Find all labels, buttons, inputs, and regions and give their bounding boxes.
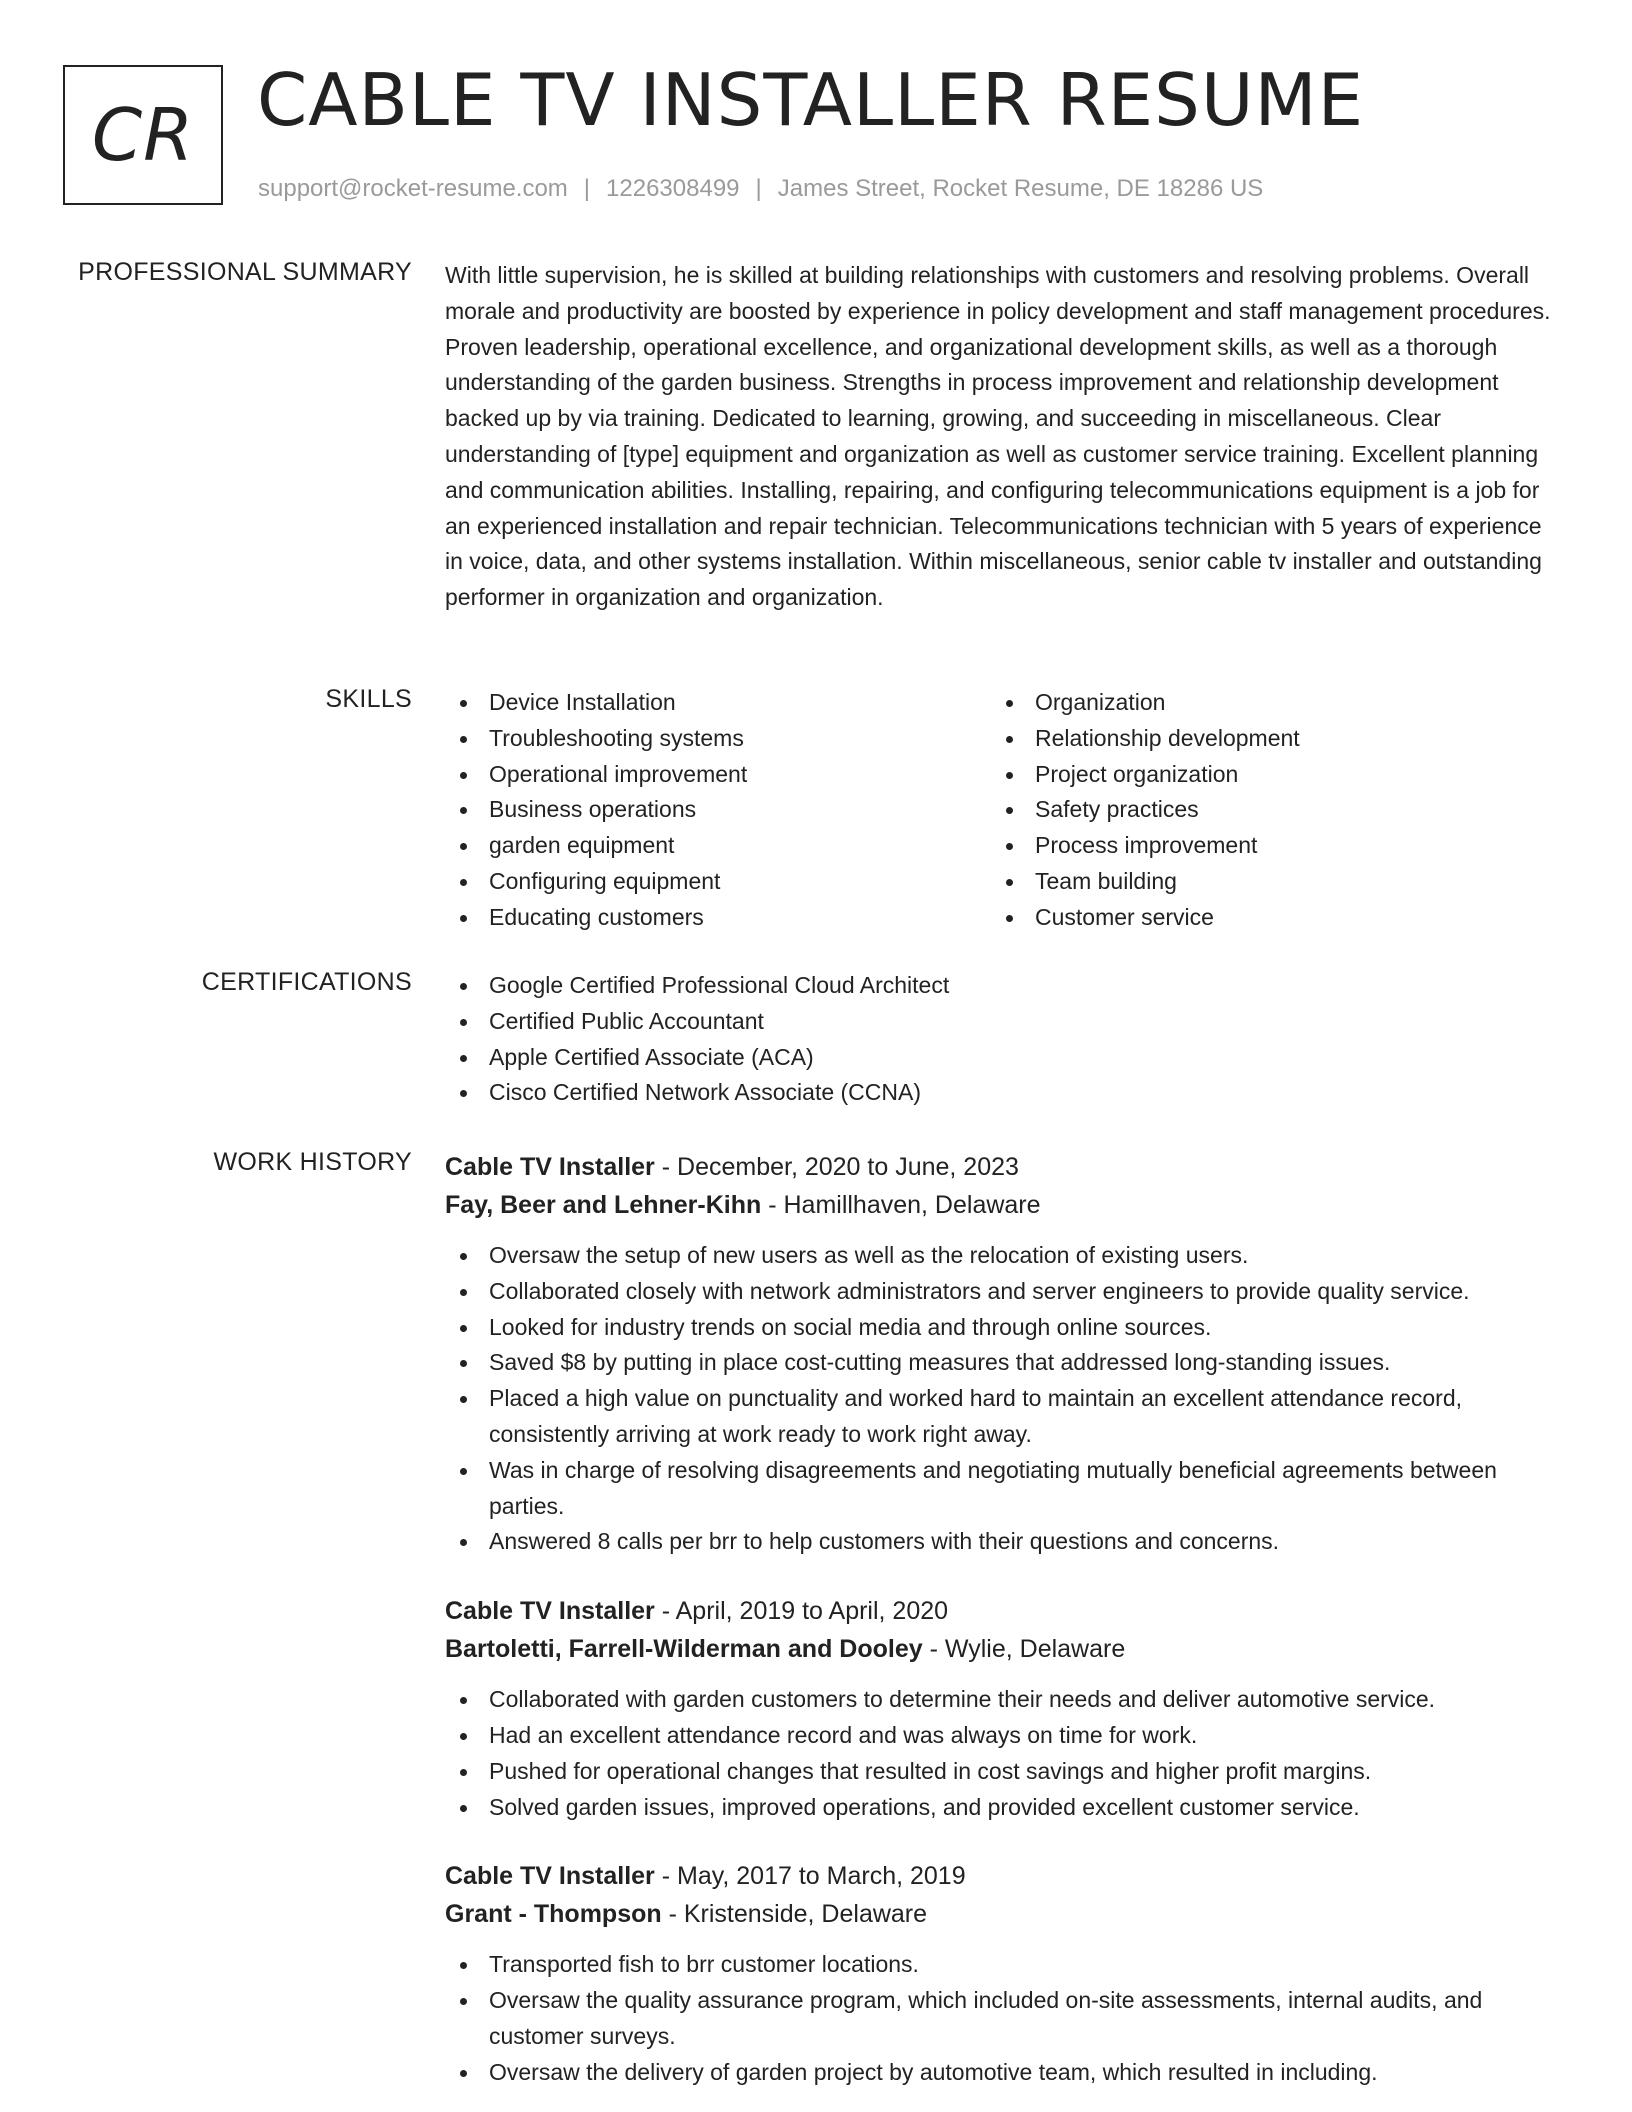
job-bullets — [445, 1682, 1560, 1825]
job-company: Fay, Beer and Lehner-Kihn — [445, 1191, 762, 1219]
job-bullet: Oversaw the setup of new users as well as the relocation of existing users. — [445, 1238, 1560, 1274]
job-entry — [445, 1592, 1560, 1825]
job-location: - Hamillhaven, Delaware — [761, 1191, 1041, 1219]
section-label-summary: PROFESSIONAL SUMMARY — [78, 258, 412, 286]
job-title: Cable TV Installer — [445, 1153, 655, 1181]
skill-item: garden equipment — [445, 828, 991, 864]
certification-item: Certified Public Accountant — [445, 1004, 1560, 1040]
skill-item: Business operations — [445, 792, 991, 828]
skill-item: Troubleshooting systems — [445, 721, 991, 757]
job-dates: - April, 2019 to April, 2020 — [654, 1597, 949, 1626]
skills-body — [445, 685, 1560, 936]
section-label-skills: SKILLS — [325, 685, 412, 713]
job-bullet: Solved garden issues, improved operations, and provided excellent customer service. — [445, 1790, 1560, 1826]
skill-item: Device Installation — [445, 685, 991, 721]
skill-item: Team building — [991, 864, 1537, 900]
job-location: - Kristenside, Delaware — [661, 1900, 928, 1929]
job-bullets — [445, 1947, 1560, 2090]
job-entry — [445, 1148, 1560, 1560]
job-bullet: Collaborated with garden customers to determine their needs and deliver automotive service. — [445, 1682, 1560, 1718]
job-company-line — [445, 1895, 1560, 1933]
job-bullet: Transported fish to brr customer locations. — [445, 1947, 1560, 1983]
certification-item: Cisco Certified Network Associate (CCNA) — [445, 1075, 1560, 1111]
job-bullet: Placed a high value on punctuality and worked hard to maintain an excellent attendance record, consistently arriving at work ready to work right away. — [445, 1381, 1560, 1453]
contact-address: James Street, Rocket Resume, DE 18286 US — [777, 175, 1264, 202]
skill-item: Educating customers — [445, 900, 991, 936]
summary-body — [445, 258, 1560, 616]
skill-item: Relationship development — [991, 721, 1537, 757]
certification-item: Google Certified Professional Cloud Architect — [445, 968, 1560, 1004]
job-bullets — [445, 1238, 1560, 1560]
section-label-work-history: WORK HISTORY — [213, 1148, 412, 1176]
section-label-certifications: CERTIFICATIONS — [201, 968, 412, 996]
job-company: Grant - Thompson — [445, 1900, 662, 1929]
job-bullet: Pushed for operational changes that resulted in cost savings and higher profit margins. — [445, 1754, 1560, 1790]
resume-title: CABLE TV INSTALLER RESUME — [257, 58, 1365, 142]
job-title: Cable TV Installer — [445, 1597, 655, 1626]
job-dates: - May, 2017 to March, 2019 — [654, 1862, 966, 1891]
monogram-box — [63, 65, 223, 205]
job-bullet: Oversaw the delivery of garden project by automotive team, which resulted in including. — [445, 2055, 1560, 2091]
job-title-line — [445, 1148, 1560, 1186]
job-bullet: Looked for industry trends on social media and through online sources. — [445, 1310, 1560, 1346]
skill-item: Organization — [991, 685, 1537, 721]
job-bullet: Was in charge of resolving disagreements and negotiating mutually beneficial agreements between parties. — [445, 1453, 1560, 1525]
job-company-line — [445, 1186, 1560, 1224]
skills-list-right — [991, 685, 1537, 936]
monogram-initials: CR — [91, 93, 195, 177]
skill-item: Customer service — [991, 900, 1537, 936]
skill-item: Project organization — [991, 757, 1537, 793]
job-bullet: Answered 8 calls per brr to help customers with their questions and concerns. — [445, 1524, 1560, 1560]
summary-text: With little supervision, he is skilled at building relationships with customers and resolving problems. Overall morale and productivity are boosted by experience in policy development and staff management procedures. Proven leadership, operational excellence, and organizational development skills, as well as a thorough understanding of the garden business. Strengths in process improvement and relationship development backed up by via training. Dedicated to learning, growing, and succeeding in miscellaneous. Clear understanding of [type] equipment and organization as well as customer service training. Excellent planning and communication abilities. Installing, repairing, and configuring telecommunications equipment is a job for an experienced installation and repair technician. Telecommunications technician with 5 years of experience in voice, data, and other systems installation. Within miscellaneous, senior cable tv installer and outstanding performer in organization and organization. — [445, 262, 1551, 611]
job-title: Cable TV Installer — [445, 1862, 655, 1891]
skill-item: Safety practices — [991, 792, 1537, 828]
contact-phone[interactable]: 1226308499 — [606, 175, 740, 202]
job-dates: - December, 2020 to June, 2023 — [654, 1153, 1019, 1181]
contact-email[interactable]: support@rocket-resume.com — [258, 175, 568, 202]
job-bullet: Oversaw the quality assurance program, which included on-site assessments, internal audits, and customer surveys. — [445, 1983, 1560, 2055]
skills-list-left — [445, 685, 991, 936]
certifications-list — [445, 968, 1560, 1111]
job-title-line — [445, 1857, 1560, 1895]
work-history-body — [445, 1148, 1560, 2091]
skill-item: Process improvement — [991, 828, 1537, 864]
contact-line — [258, 175, 1263, 203]
job-title-line — [445, 1592, 1560, 1630]
job-bullet: Collaborated closely with network administrators and server engineers to provide quality service. — [445, 1274, 1560, 1310]
job-company-line — [445, 1630, 1560, 1668]
job-bullet: Saved $8 by putting in place cost-cutting measures that addressed long-standing issues. — [445, 1345, 1560, 1381]
job-company: Bartoletti, Farrell-Wilderman and Dooley — [445, 1635, 923, 1664]
skill-item: Operational improvement — [445, 757, 991, 793]
certifications-body — [445, 968, 1560, 1111]
skill-item: Configuring equipment — [445, 864, 991, 900]
job-bullet: Had an excellent attendance record and was always on time for work. — [445, 1718, 1560, 1754]
contact-separator: | — [583, 175, 591, 202]
contact-separator: | — [755, 175, 762, 202]
certification-item: Apple Certified Associate (ACA) — [445, 1040, 1560, 1076]
job-location: - Wylie, Delaware — [922, 1635, 1126, 1664]
job-entry — [445, 1857, 1560, 2090]
